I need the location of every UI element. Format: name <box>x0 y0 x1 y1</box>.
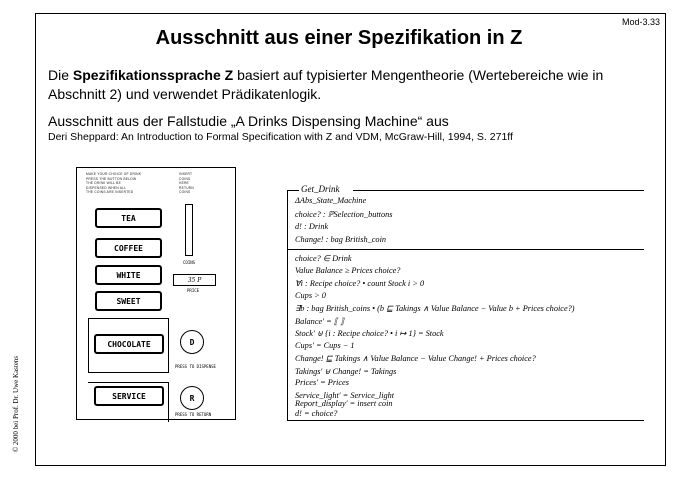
machine-button-service: SERVICE <box>94 386 164 406</box>
caption-line: INSERT <box>179 172 193 176</box>
schema-predicate: Cups′ = Cups − 1 <box>295 340 355 350</box>
return-button: R <box>180 386 204 410</box>
coin-slot <box>185 204 193 256</box>
schema-predicate: Stock′ ⊎ {i : Recipe choice? • i ↦ 1} = Stock <box>295 329 444 338</box>
schema-divider <box>287 249 644 250</box>
intro-paragraph <box>48 66 648 104</box>
schema-declaration: Change! : bag British_coin <box>295 235 387 244</box>
schema-predicate: Takings′ ⊎ Change! = Takings <box>295 366 397 376</box>
dispense-label: PRESS TO DISPENSE <box>175 364 216 369</box>
copyright-notice: © 2000 bei Prof. Dr. Uwe Kastens <box>12 355 20 453</box>
machine-button-sweet: SWEET <box>95 291 162 311</box>
schema-predicate: Service_light′ = Service_light <box>295 390 395 400</box>
return-label: PRESS TO RETURN <box>175 412 212 417</box>
case-study-paragraph: Ausschnitt aus der Fallstudie „A Drinks Dispensing Machine“ aus <box>48 113 449 129</box>
dispense-button: D <box>180 330 204 354</box>
schema-predicate: Report_display′ = insert coin <box>295 399 393 408</box>
intro-prefix: Die <box>48 67 73 83</box>
schema-top-line-right <box>353 190 644 191</box>
schema-left-border <box>287 190 288 420</box>
price-value: 35 P <box>187 276 202 284</box>
z-schema-box <box>287 184 644 422</box>
price-label: PRICE <box>187 288 200 293</box>
schema-bottom-border <box>287 420 644 421</box>
schema-predicate: Balance′ = ⟦ ⟧ <box>295 316 345 326</box>
intro-bold: Spezifikationssprache Z <box>72 67 234 83</box>
schema-predicate: d! = choice? <box>295 409 338 418</box>
schema-predicate: Change! ⊑ Takings ∧ Value Balance − Value Change! + Prices choice? <box>295 354 536 363</box>
slide-title: Ausschnitt aus einer Spezifikation in Z <box>155 27 523 49</box>
citation: Deri Sheppard: An Introduction to Formal Specification with Z and VDM, McGraw-Hill, 1994, S. 271ff <box>48 131 513 143</box>
schema-declaration: choice? : ℙSelection_buttons <box>295 210 393 219</box>
schema-name: Get_Drink <box>301 184 340 194</box>
schema-predicate: choice? ∈ Drink <box>295 254 352 263</box>
schema-declaration: ΔAbs_State_Machine <box>295 196 367 205</box>
machine-button-chocolate: CHOCOLATE <box>94 334 164 354</box>
caption-line: DISPENSED WHEN ALL <box>86 185 127 190</box>
schema-predicate: Prices′ = Prices <box>295 378 349 387</box>
schema-declaration: d! : Drink <box>295 222 329 231</box>
machine-button-coffee: COFFEE <box>95 238 162 258</box>
machine-button-tea: TEA <box>95 208 162 228</box>
caption-line: HERE <box>179 181 189 185</box>
schema-predicate: Cups > 0 <box>295 290 326 300</box>
schema-top-border <box>287 190 644 191</box>
caption-line: THE DRINK WILL BE <box>86 181 121 185</box>
intro-rest: basiert auf typisierter Mengentheorie (Wertebereiche wie in Abschnitt 2) und verwendet Prädikatenlogik. <box>48 67 604 102</box>
coins-label: COINS <box>183 260 196 265</box>
slide-number: Mod-3.33 <box>621 17 660 27</box>
caption-line: COINS <box>179 176 191 181</box>
machine-caption-right <box>179 172 194 195</box>
schema-predicate: ∃b : bag British_coins • (b ⊑ Takings ∧ Value Balance − Value b + Prices choice?) <box>295 304 575 313</box>
schema-predicate: Value Balance ≥ Prices choice? <box>295 265 401 275</box>
caption-line: COINS <box>179 190 191 194</box>
machine-button-white: WHITE <box>95 265 162 285</box>
caption-line: RETURN <box>179 185 194 190</box>
schema-predicate: ∀i : Recipe choice? • count Stock i > 0 <box>295 279 425 288</box>
caption-line: PRESS THE BUTTON BELOW <box>86 176 137 181</box>
machine-caption-left <box>86 172 141 195</box>
price-display <box>173 274 216 286</box>
caption-line: THE COINS ARE INSERTED <box>86 190 134 194</box>
drinks-machine-illustration <box>76 167 236 420</box>
schema-top-line-left <box>287 190 299 191</box>
caption-line: MAKE YOUR CHOICE OF DRINK <box>86 172 142 176</box>
